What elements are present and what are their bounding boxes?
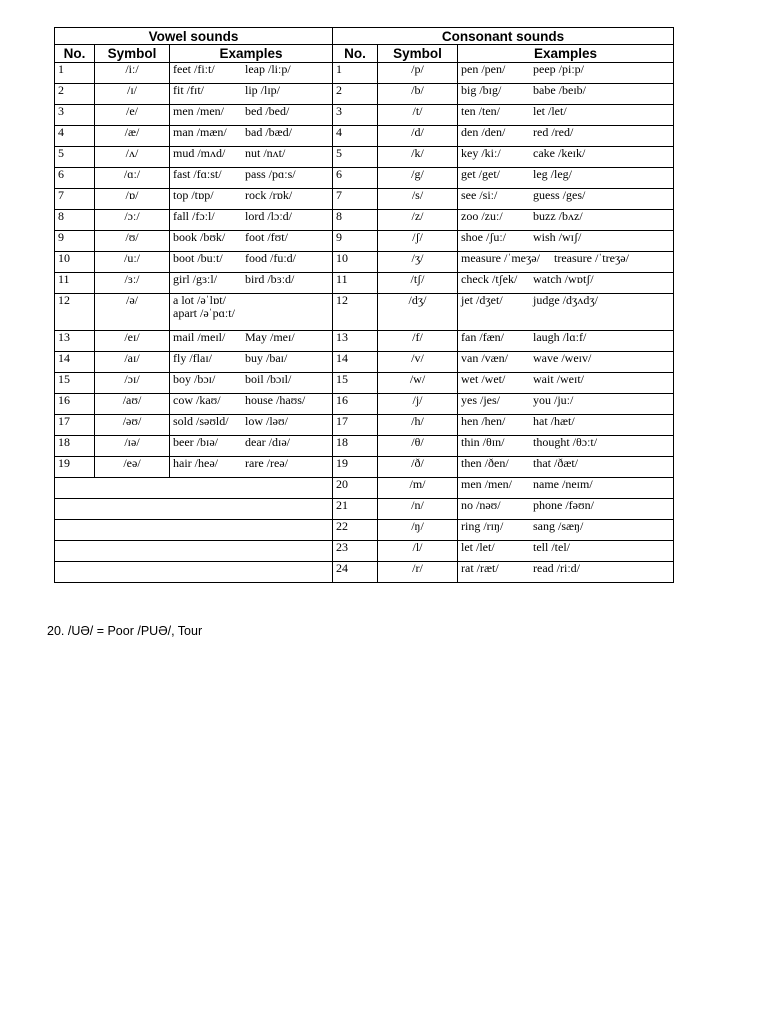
example-word: sold /səʊld/ [173,414,229,428]
example-word: see /siː/ [461,188,498,202]
example-word: wet /wet/ [461,372,506,386]
example-word: book /bʊk/ [173,230,226,244]
table-row [55,436,674,457]
footnote-text: 20. /UƏ/ = Poor /PUƏ/, Tour [47,624,203,638]
vowel-symbol: /iː/ [95,63,170,84]
vowel-symbol: /e/ [95,105,170,126]
example-word: hat /hæt/ [533,414,575,428]
vowel-number: 4 [55,126,95,147]
vowel-number: 5 [55,147,95,168]
example-word: buy /baɪ/ [245,351,288,365]
table-row [55,273,674,294]
vowel-number: 1 [55,63,95,84]
example-word: boil /bɔɪl/ [245,372,292,386]
empty-vowel-cell [55,541,333,562]
consonant-examples [458,520,674,541]
consonant-symbol: /s/ [378,189,458,210]
vowel-examples [170,231,333,252]
example-word: hen /hen/ [461,414,506,428]
consonant-symbol: /θ/ [378,436,458,457]
example-word: sang /sæŋ/ [533,519,584,533]
vowel-number: 12 [55,294,95,331]
example-word: no /nəʊ/ [461,498,501,512]
vowel-symbol: /ʌ/ [95,147,170,168]
example-word: men /men/ [461,477,513,491]
consonant-examples [458,63,674,84]
consonant-examples [458,147,674,168]
vowel-number: 7 [55,189,95,210]
consonant-symbol: /r/ [378,562,458,583]
vowel-examples [170,147,333,168]
example-word: ten /ten/ [461,104,501,118]
vowel-examples [170,352,333,373]
example-word: red /red/ [533,125,574,139]
example-word: judge /dʒʌdʒ/ [533,293,598,307]
example-word: food /fuːd/ [245,251,296,265]
consonant-symbol: /h/ [378,415,458,436]
example-word: wave /weɪv/ [533,351,592,365]
vowel-examples [170,331,333,352]
consonant-symbol: /tʃ/ [378,273,458,294]
consonant-examples [458,352,674,373]
example-word: girl /gɜːl/ [173,272,218,286]
vowel-symbol: /əʊ/ [95,415,170,436]
example-word: rock /rɒk/ [245,188,293,202]
consonant-symbol: /z/ [378,210,458,231]
vowel-examples [170,63,333,84]
vowel-symbol: /ɜː/ [95,273,170,294]
consonant-examples [458,436,674,457]
example-word: lip /lɪp/ [245,83,281,97]
consonant-symbol: /ŋ/ [378,520,458,541]
consonant-symbol: /dʒ/ [378,294,458,331]
example-word: watch /wɒtʃ/ [533,272,594,286]
vowel-examples [170,252,333,273]
consonant-number: 4 [333,126,378,147]
example-word: babe /beɪb/ [533,83,586,97]
vowel-symbol: /ə/ [95,294,170,331]
vowel-number: 3 [55,105,95,126]
table-row [55,252,674,273]
example-word: fit /fɪt/ [173,83,204,97]
consonant-symbol: /k/ [378,147,458,168]
example-word: lord /lɔːd/ [245,209,292,223]
consonant-number: 11 [333,273,378,294]
vowel-symbol: /ɔɪ/ [95,373,170,394]
example-word: top /tɒp/ [173,188,214,202]
example-word: thought /θɔːt/ [533,435,598,449]
empty-vowel-cell [55,562,333,583]
empty-vowel-cell [55,478,333,499]
vowel-number: 2 [55,84,95,105]
example-word: fast /fɑːst/ [173,167,222,181]
example-word: hair /heə/ [173,456,218,470]
example-word: nut /nʌt/ [245,146,286,160]
example-word: cake /keɪk/ [533,146,586,160]
example-word: bed /bed/ [245,104,290,118]
example-word: yes /jes/ [461,393,501,407]
consonant-number: 14 [333,352,378,373]
example-word: house /haʊs/ [245,393,306,407]
vowel-symbol: /aʊ/ [95,394,170,415]
example-word: fan /fæn/ [461,330,505,344]
consonant-symbol: /m/ [378,478,458,499]
consonant-symbol: /d/ [378,126,458,147]
example-word: ring /rɪŋ/ [461,519,504,533]
example-word: name /neɪm/ [533,477,593,491]
vowel-symbol: /eə/ [95,457,170,478]
table-row [55,168,674,189]
consonant-number: 15 [333,373,378,394]
consonant-sounds-heading: Consonant sounds [333,28,674,45]
consonant-examples [458,331,674,352]
consonant-symbol: /v/ [378,352,458,373]
example-word: key /kiː/ [461,146,501,160]
table-row [55,373,674,394]
example-word: tell /tel/ [533,540,571,554]
consonant-examples-header: Examples [458,45,674,63]
vowel-symbol: /ʊ/ [95,231,170,252]
example-word: let /let/ [461,540,495,554]
table-row [55,231,674,252]
example-word: man /mæn/ [173,125,227,139]
vowel-number: 14 [55,352,95,373]
example-word: pass /pɑːs/ [245,167,296,181]
example-word: laugh /lɑːf/ [533,330,587,344]
table-row [55,84,674,105]
consonant-symbol: /b/ [378,84,458,105]
example-word: a lot /əˈlɒt/ [173,293,226,307]
consonant-number: 12 [333,294,378,331]
example-word: beer /bɪə/ [173,435,218,449]
vowel-examples [170,457,333,478]
example-word: cow /kaʊ/ [173,393,221,407]
consonant-examples [458,210,674,231]
consonant-number: 21 [333,499,378,520]
example-word: big /bɪg/ [461,83,502,97]
consonant-symbol: /ð/ [378,457,458,478]
example-word: fly /flaɪ/ [173,351,212,365]
consonant-number: 18 [333,436,378,457]
vowel-examples [170,126,333,147]
vowel-symbol: /ɪə/ [95,436,170,457]
consonant-number: 17 [333,415,378,436]
example-word: wait /weɪt/ [533,372,585,386]
empty-vowel-cell [55,520,333,541]
example-word: leg /leg/ [533,167,573,181]
vowel-examples [170,189,333,210]
example-word: peep /piːp/ [533,62,585,76]
vowel-examples [170,436,333,457]
example-word: let /let/ [533,104,567,118]
vowel-symbol: /ɒ/ [95,189,170,210]
consonant-symbol: /w/ [378,373,458,394]
consonant-number: 2 [333,84,378,105]
example-word: jet /dʒet/ [461,293,503,307]
consonant-examples [458,231,674,252]
example-word: guess /ges/ [533,188,586,202]
table-row [55,331,674,352]
vowel-sounds-heading: Vowel sounds [55,28,333,45]
vowel-number: 16 [55,394,95,415]
consonant-number: 1 [333,63,378,84]
consonant-number: 8 [333,210,378,231]
vowel-examples [170,84,333,105]
consonant-examples [458,478,674,499]
table-row [55,147,674,168]
example-word: buzz /bʌz/ [533,209,583,223]
example-word: men /men/ [173,104,224,118]
vowel-number: 10 [55,252,95,273]
vowel-number: 18 [55,436,95,457]
vowel-examples [170,105,333,126]
table-row [55,63,674,84]
example-word: van /væn/ [461,351,509,365]
example-word: get /get/ [461,167,501,181]
vowel-examples [170,273,333,294]
consonant-examples [458,457,674,478]
consonant-examples [458,541,674,562]
table-row [55,294,674,331]
consonant-examples [458,189,674,210]
vowel-examples [170,373,333,394]
table-row [55,478,674,499]
table-row [55,189,674,210]
vowel-symbol: /ɔː/ [95,210,170,231]
consonant-number: 13 [333,331,378,352]
consonant-symbol: /l/ [378,541,458,562]
consonant-examples [458,294,674,331]
example-word: boot /buːt/ [173,251,223,265]
vowel-examples [170,210,333,231]
vowel-examples-header: Examples [170,45,333,63]
consonant-number: 9 [333,231,378,252]
example-word: bird /bɜːd/ [245,272,295,286]
vowel-symbol: /ɑː/ [95,168,170,189]
consonant-number: 22 [333,520,378,541]
table-row [55,210,674,231]
example-word: bad /bæd/ [245,125,292,139]
consonant-number: 7 [333,189,378,210]
vowel-number: 11 [55,273,95,294]
consonant-no-header: No. [333,45,378,63]
empty-vowel-cell [55,499,333,520]
consonant-examples [458,273,674,294]
consonant-examples [458,168,674,189]
example-word: mud /mʌd/ [173,146,226,160]
example-word: dear /dɪə/ [245,435,290,449]
consonant-examples [458,373,674,394]
table-row [55,352,674,373]
example-word: feet /fiːt/ [173,62,215,76]
table-row [55,499,674,520]
example-word: thin /θɪn/ [461,435,505,449]
consonant-examples [458,415,674,436]
consonant-number: 19 [333,457,378,478]
example-word: fall /fɔːl/ [173,209,215,223]
consonant-number: 24 [333,562,378,583]
phonetic-chart-table [54,27,674,583]
vowel-examples [170,294,333,331]
vowel-number: 9 [55,231,95,252]
consonant-examples [458,252,674,273]
consonant-number: 3 [333,105,378,126]
vowel-number: 13 [55,331,95,352]
consonant-symbol: /t/ [378,105,458,126]
consonant-number: 10 [333,252,378,273]
example-word: May /meɪ/ [245,330,295,344]
vowel-symbol-header: Symbol [95,45,170,63]
table-row [55,126,674,147]
consonant-symbol: /ʒ/ [378,252,458,273]
consonant-number: 23 [333,541,378,562]
vowel-symbol: /ɪ/ [95,84,170,105]
consonant-symbol: /ʃ/ [378,231,458,252]
example-word: rare /reə/ [245,456,288,470]
vowel-number: 6 [55,168,95,189]
table-row [55,415,674,436]
consonant-examples [458,394,674,415]
example-word: rat /ræt/ [461,561,499,575]
consonant-number: 16 [333,394,378,415]
vowel-number: 15 [55,373,95,394]
vowel-number: 8 [55,210,95,231]
consonant-examples [458,562,674,583]
example-word: low /ləʊ/ [245,414,288,428]
example-word: apart /əˈpɑːt/ [173,306,235,320]
example-word: den /den/ [461,125,506,139]
consonant-symbol: /j/ [378,394,458,415]
example-word: pen /pen/ [461,62,506,76]
consonant-examples [458,499,674,520]
table-row [55,520,674,541]
consonant-symbol: /f/ [378,331,458,352]
vowel-symbol: /aɪ/ [95,352,170,373]
example-word: wish /wɪʃ/ [533,230,582,244]
consonant-examples [458,126,674,147]
consonant-symbol: /g/ [378,168,458,189]
consonant-examples [458,105,674,126]
consonant-number: 20 [333,478,378,499]
example-word: phone /fəʊn/ [533,498,594,512]
consonant-symbol-header: Symbol [378,45,458,63]
consonant-symbol: /n/ [378,499,458,520]
table-row [55,457,674,478]
example-word: zoo /zuː/ [461,209,503,223]
example-word: read /riːd/ [533,561,580,575]
vowel-number: 19 [55,457,95,478]
vowel-symbol: /æ/ [95,126,170,147]
vowel-number: 17 [55,415,95,436]
example-word: then /ðen/ [461,456,509,470]
example-word: you /juː/ [533,393,574,407]
example-word: mail /meɪl/ [173,330,226,344]
vowel-examples [170,415,333,436]
consonant-number: 5 [333,147,378,168]
example-word: that /ðæt/ [533,456,579,470]
table-row [55,105,674,126]
vowel-symbol: /eɪ/ [95,331,170,352]
consonant-number: 6 [333,168,378,189]
example-word: treasure /ˈtreʒə/ [553,251,629,265]
consonant-examples [458,84,674,105]
vowel-no-header: No. [55,45,95,63]
table-row [55,562,674,583]
table-row [55,394,674,415]
example-word: shoe /ʃuː/ [461,230,507,244]
vowel-examples [170,394,333,415]
vowel-symbol: /uː/ [95,252,170,273]
example-word: boy /bɔɪ/ [173,372,216,386]
consonant-symbol: /p/ [378,63,458,84]
example-word: check /tʃek/ [461,272,518,286]
example-word: measure /ˈmeʒə/ [461,251,540,265]
example-word: foot /fʊt/ [245,230,288,244]
vowel-examples [170,168,333,189]
table-row [55,541,674,562]
example-word: leap /liːp/ [245,62,291,76]
